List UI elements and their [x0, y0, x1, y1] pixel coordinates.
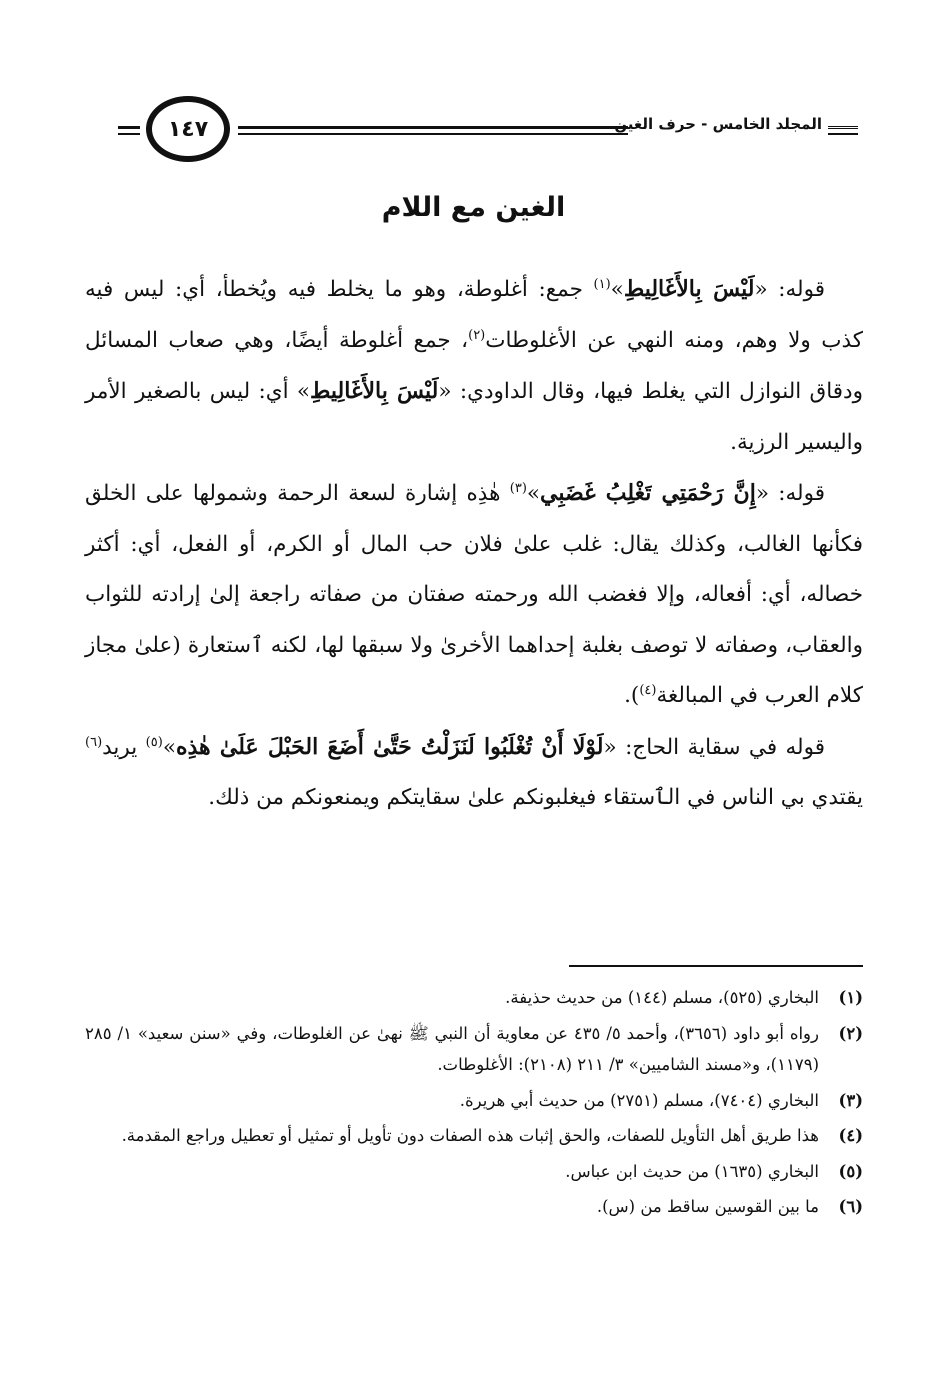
header-rule-main — [238, 126, 628, 135]
p1-lead: قوله: « — [754, 277, 825, 302]
p3-text-a: يريد — [102, 734, 146, 760]
p1-text-c: » أي: ليس بالصغير الأمر واليسير الرزية. — [85, 379, 863, 455]
body-text — [85, 264, 863, 824]
footnote-number: (٢) — [838, 1023, 863, 1043]
footnote-1 — [85, 982, 863, 1014]
header-rule-left — [118, 126, 140, 135]
section-title: الغين مع اللام — [381, 192, 566, 223]
footnote-2 — [85, 1018, 863, 1081]
footnote-ref: (٥) — [145, 734, 163, 750]
footnote-text: ما بين القوسين ساقط من (س). — [596, 1197, 819, 1216]
running-head: المجلد الخامس - حرف الغين — [614, 115, 822, 133]
footnote-number: (٤) — [838, 1126, 863, 1145]
footnote-5 — [85, 1156, 863, 1188]
page-number-ornament — [146, 96, 230, 162]
footnote-4 — [85, 1120, 863, 1152]
footnote-6 — [85, 1191, 863, 1223]
header-rule-right — [828, 126, 858, 135]
paragraph-2 — [85, 468, 863, 722]
footnote-number: (٣) — [838, 1090, 863, 1110]
footnote-number: (٥) — [838, 1161, 863, 1181]
hadith-quote: لَوْلَا أَنْ تُغْلَبُوا لَنَزَلْتُ حَتَّىٰ أَضَعَ الحَبْلَ عَلَىٰ هٰذِه — [175, 733, 604, 760]
footnote-number: (٦) — [838, 1197, 863, 1216]
footnote-text: هذا طريق أهل التأويل للصفات، والحق إثبات هذه الصفات دون تأويل أو تمثيل أو تعطيل وراجع المقدمة. — [121, 1126, 819, 1145]
p3-text-b: يقتدي بي الناس في الٱستقاء فيغلبونكم علىٰ سقايتكم ويمنعونكم من ذلك. — [208, 785, 863, 810]
p1-close: » — [610, 277, 624, 302]
hadith-quote: إِنَّ رَحْمَتِي تَغْلِبُ غَضَبِي — [540, 480, 756, 506]
footnote-ref: (٤) — [639, 682, 657, 698]
footnote-ref: (٣) — [509, 480, 527, 496]
footnote-ref: (٢) — [468, 327, 486, 343]
p2-text-a: هٰذِه إشارة لسعة الرحمة وشمولها على الخلق فكأنها الغالب، وكذلك يقال: غلب علىٰ فلان حب المال أو الكرم، أو الفعل، أي: أكثر خصاله، أي: أفعاله، وإلا فغضب الله ورحمته صفتان من صفاته راجعة إلىٰ إرادته للثواب والعقاب، وصفاته لا توصف بغلبة إحداهما الأخرىٰ ولا سبقها لها، لكنه ٱستعارة (علىٰ مجاز كلام العرب في المبالغة — [85, 481, 863, 708]
p2-close: » — [526, 481, 541, 506]
footnote-ref: (٦) — [85, 734, 103, 750]
p2-text-b: ). — [624, 683, 640, 708]
page-header — [118, 96, 858, 168]
footnote-text: البخاري (٥٢٥)، مسلم (١٤٤) من حديث حذيفة. — [505, 988, 819, 1007]
footnote-3 — [85, 1085, 863, 1117]
p3-close: » — [162, 734, 176, 760]
footnote-separator — [569, 965, 863, 967]
p1-text-b: ، جمع أغلوطة أيضًا، وهي صعاب المسائل ودقاق النوازل التي يغلط فيها، وقال الداودي: « — [85, 327, 864, 404]
hadith-quote: لَيْسَ بِالأَغَالِيطِ — [623, 276, 755, 302]
footnote-text: البخاري (١٦٣٥) من حديث ابن عباس. — [565, 1161, 819, 1181]
hadith-quote: لَيْسَ بِالأَغَالِيطِ — [310, 378, 439, 404]
p2-lead: قوله: « — [755, 481, 825, 506]
footnote-ref: (١) — [593, 276, 611, 292]
paragraph-3 — [85, 722, 863, 824]
p1-text-a: جمع: أغلوطة، وهو ما يخلط فيه ويُخطأ، أي: ليس فيه كذب ولا وهم، ومنه النهي عن الأغلوطات — [85, 277, 863, 353]
paragraph-1 — [85, 264, 863, 468]
footnote-number: (١) — [838, 988, 863, 1007]
page-number: ١٤٧ — [167, 116, 209, 142]
p3-lead: قوله في سقاية الحاج: « — [603, 734, 825, 760]
footnote-text: البخاري (٧٤٠٤)، مسلم (٢٧٥١) من حديث أبي هريرة. — [459, 1090, 819, 1110]
footnotes — [85, 982, 863, 1227]
footnote-text: رواه أبو داود (٣٦٥٦)، وأحمد ٥/ ٤٣٥ عن معاوية أن النبي ﷺ نهىٰ عن الغلوطات، وفي «سنن سعيد» ١/ ٢٨٥ (١١٧٩)، و«مسند الشاميين» ٣/ ٢١١ (٢١٠٨): الأغلوطات. — [85, 1023, 819, 1074]
